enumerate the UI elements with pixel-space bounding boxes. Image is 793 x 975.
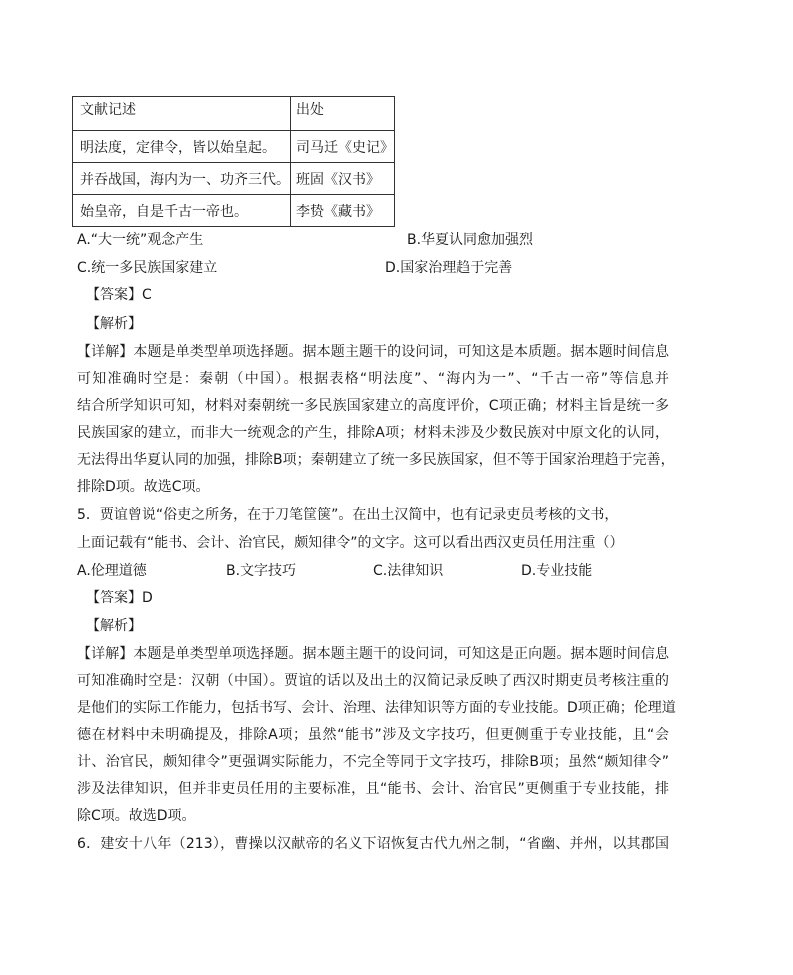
q4-option-c: C.统一多民族国家建立 bbox=[77, 260, 218, 276]
q5-stem-line: 上面记载有“能书、会计、治官民，颇知律令”的文字。这可以看出西汉吏员任用注重（） bbox=[77, 535, 624, 551]
q5-option-b: B.文字技巧 bbox=[226, 563, 297, 579]
q4-detail-line: 结合所学知识可知，材料对秦朝统一多民族国家建立的高度评价，C项正确；材料主旨是统一多 bbox=[77, 398, 669, 414]
table-header-cell: 出处 bbox=[291, 97, 395, 131]
q4-detail-line: 【详解】本题是单类型单项选择题。据本题主题干的设问词，可知这是本质题。据本题时间信息 bbox=[77, 344, 669, 360]
q4-detail-line: 可知准确时空是：秦朝（中国）。根据表格“明法度”、“海内为一”、“千古一帝”等信息并 bbox=[77, 371, 669, 387]
q4-option-d: D.国家治理趋于完善 bbox=[385, 260, 513, 276]
table-row bbox=[73, 163, 395, 195]
q5-analysis-label: 【解析】 bbox=[86, 618, 142, 634]
q4-detail-line: 民族国家的建立，而非大一统观念的产生，排除A项；材料未涉及少数民族对中原文化的认同， bbox=[77, 425, 669, 441]
source-table bbox=[72, 96, 395, 227]
table-row bbox=[73, 131, 395, 163]
q4-detail-line: 无法得出华夏认同的加强，排除B项；秦朝建立了统一多民族国家，但不等于国家治理趋于完善， bbox=[77, 452, 675, 468]
table-cell-source: 班固《汉书》 bbox=[291, 163, 395, 195]
q5-detail-line: 【详解】本题是单类型单项选择题。据本题主题干的设问词，可知这是正向题。据本题时间信息 bbox=[77, 646, 669, 662]
table-header-cell: 文献记述 bbox=[73, 97, 291, 131]
table-row bbox=[73, 195, 395, 227]
q5-answer: 【答案】D bbox=[86, 590, 153, 606]
table-cell-source: 司马迁《史记》 bbox=[291, 131, 395, 163]
q4-option-b: B.华夏认同愈加强烈 bbox=[407, 232, 534, 248]
q5-detail-line: 可知准确时空是：汉朝（中国）。贾谊的话以及出土的汉简记录反映了西汉时期吏员考核注重的 bbox=[77, 673, 669, 689]
q5-detail-line: 德在材料中未明确提及，排除A项；虽然“能书”涉及文字技巧，但更侧重于专业技能，且“会 bbox=[77, 727, 669, 743]
table-cell-record: 明法度，定律令，皆以始皇起。 bbox=[73, 131, 291, 163]
q4-answer: 【答案】C bbox=[86, 287, 152, 303]
q4-detail-line: 排除D项。故选C项。 bbox=[77, 479, 210, 495]
q5-detail-line: 计、治官民，颇知律令”更强调实际能力，不完全等同于文字技巧，排除B项；虽然“颇知律令” bbox=[77, 754, 669, 770]
q4-analysis-label: 【解析】 bbox=[86, 316, 142, 332]
q5-detail-line: 涉及法律知识，但并非吏员任用的主要标准，且“能书、会计、治官民”更侧重于专业技能，排 bbox=[77, 781, 669, 797]
q5-option-d: D.专业技能 bbox=[521, 563, 593, 579]
q5-detail-line: 是他们的实际工作能力，包括书写、会计、治理、法律知识等方面的专业技能。D项正确；伦理道 bbox=[77, 700, 676, 716]
table-cell-source: 李贽《藏书》 bbox=[291, 195, 395, 227]
q5-stem-line: 5．贾谊曾说“俗吏之所务，在于刀笔筐箧”。在出土汉简中，也有记录吏员考核的文书， bbox=[77, 507, 619, 523]
table-header-row bbox=[73, 97, 395, 131]
q5-detail-line: 除C项。故选D项。 bbox=[77, 808, 196, 824]
q5-option-a: A.伦理道德 bbox=[77, 563, 147, 579]
table-cell-record: 并吞战国，海内为一、功齐三代。 bbox=[73, 163, 291, 195]
q4-option-a: A.“大一统”观念产生 bbox=[77, 232, 204, 248]
q5-option-c: C.法律知识 bbox=[373, 563, 444, 579]
table-cell-record: 始皇帝，自是千古一帝也。 bbox=[73, 195, 291, 227]
q6-stem-line: 6．建安十八年（213），曹操以汉献帝的名义下诏恢复古代九州之制，“省幽、并州，以其郡国 bbox=[77, 836, 669, 852]
